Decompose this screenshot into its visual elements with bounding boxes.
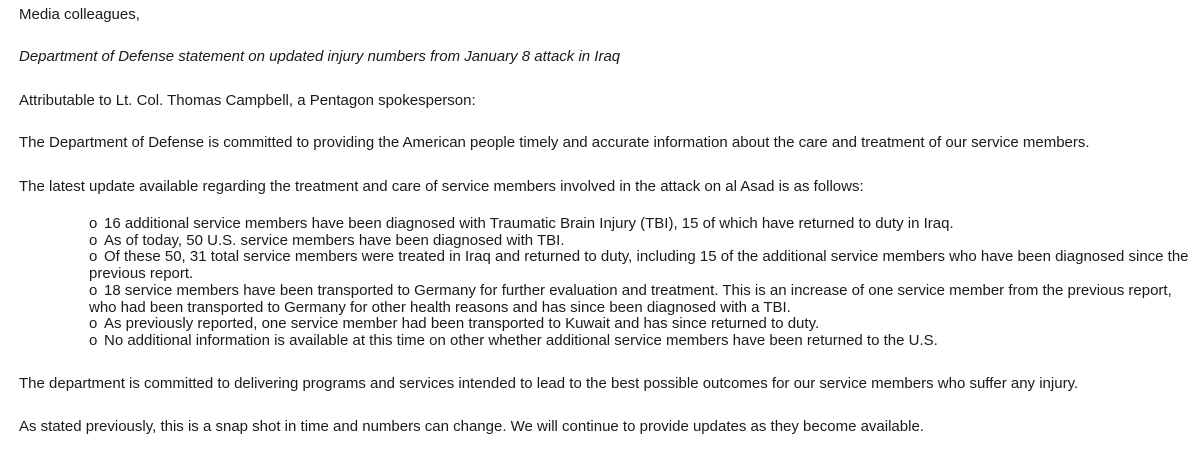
- list-item-text: As of today, 50 U.S. service members have been diagnosed with TBI.: [104, 231, 565, 249]
- injury-update-list: [89, 216, 1191, 350]
- bullet-marker: o: [89, 231, 98, 249]
- list-item: [89, 216, 1191, 233]
- greeting: Media colleagues,: [19, 6, 140, 23]
- bullet-marker: o: [89, 281, 98, 299]
- attribution-line: Attributable to Lt. Col. Thomas Campbell, a Pentagon spokesperson:: [19, 92, 476, 109]
- bullet-marker: o: [89, 248, 98, 266]
- programs-paragraph: The department is committed to delivering programs and services intended to lead to the best possible outcomes for our service members who suffer any injury.: [19, 375, 1079, 392]
- list-item-text: 18 service members have been transported to Germany for further evaluation and treatment. This is an increase of one service member from the previous report, who had been transported to Germany for other health reasons and has since been diagnosed with a TBI.: [89, 281, 1172, 316]
- bullet-marker: o: [89, 331, 98, 349]
- list-item-text: 16 additional service members have been diagnosed with Traumatic Brain Injury (TBI), 15 of which have returned to duty in Iraq.: [104, 215, 954, 232]
- bullet-marker: o: [89, 215, 98, 232]
- list-item-text: Of these 50, 31 total service members were treated in Iraq and returned to duty, including 15 of the additional service members who have been diagnosed since the previous report.: [89, 248, 1189, 283]
- list-item-text: As previously reported, one service member had been transported to Kuwait and has since returned to duty.: [104, 315, 820, 333]
- list-item: [89, 333, 1191, 350]
- list-item: [89, 283, 1191, 316]
- bullet-marker: o: [89, 315, 98, 333]
- list-item: [89, 233, 1191, 250]
- statement-headline: Department of Defense statement on updated injury numbers from January 8 attack in Iraq: [19, 48, 621, 65]
- closing-paragraph: As stated previously, this is a snap shot in time and numbers can change. We will continue to provide updates as they become available.: [19, 418, 924, 435]
- list-item: [89, 316, 1191, 333]
- update-intro-paragraph: The latest update available regarding the treatment and care of service members involved in the attack on al Asad is as follows:: [19, 178, 864, 195]
- list-item-text: No additional information is available at this time on other whether additional service members have been returned to the U.S.: [104, 331, 938, 349]
- commitment-paragraph: The Department of Defense is committed to providing the American people timely and accurate information about the care and treatment of our service members.: [19, 134, 1090, 151]
- list-item: [89, 249, 1191, 282]
